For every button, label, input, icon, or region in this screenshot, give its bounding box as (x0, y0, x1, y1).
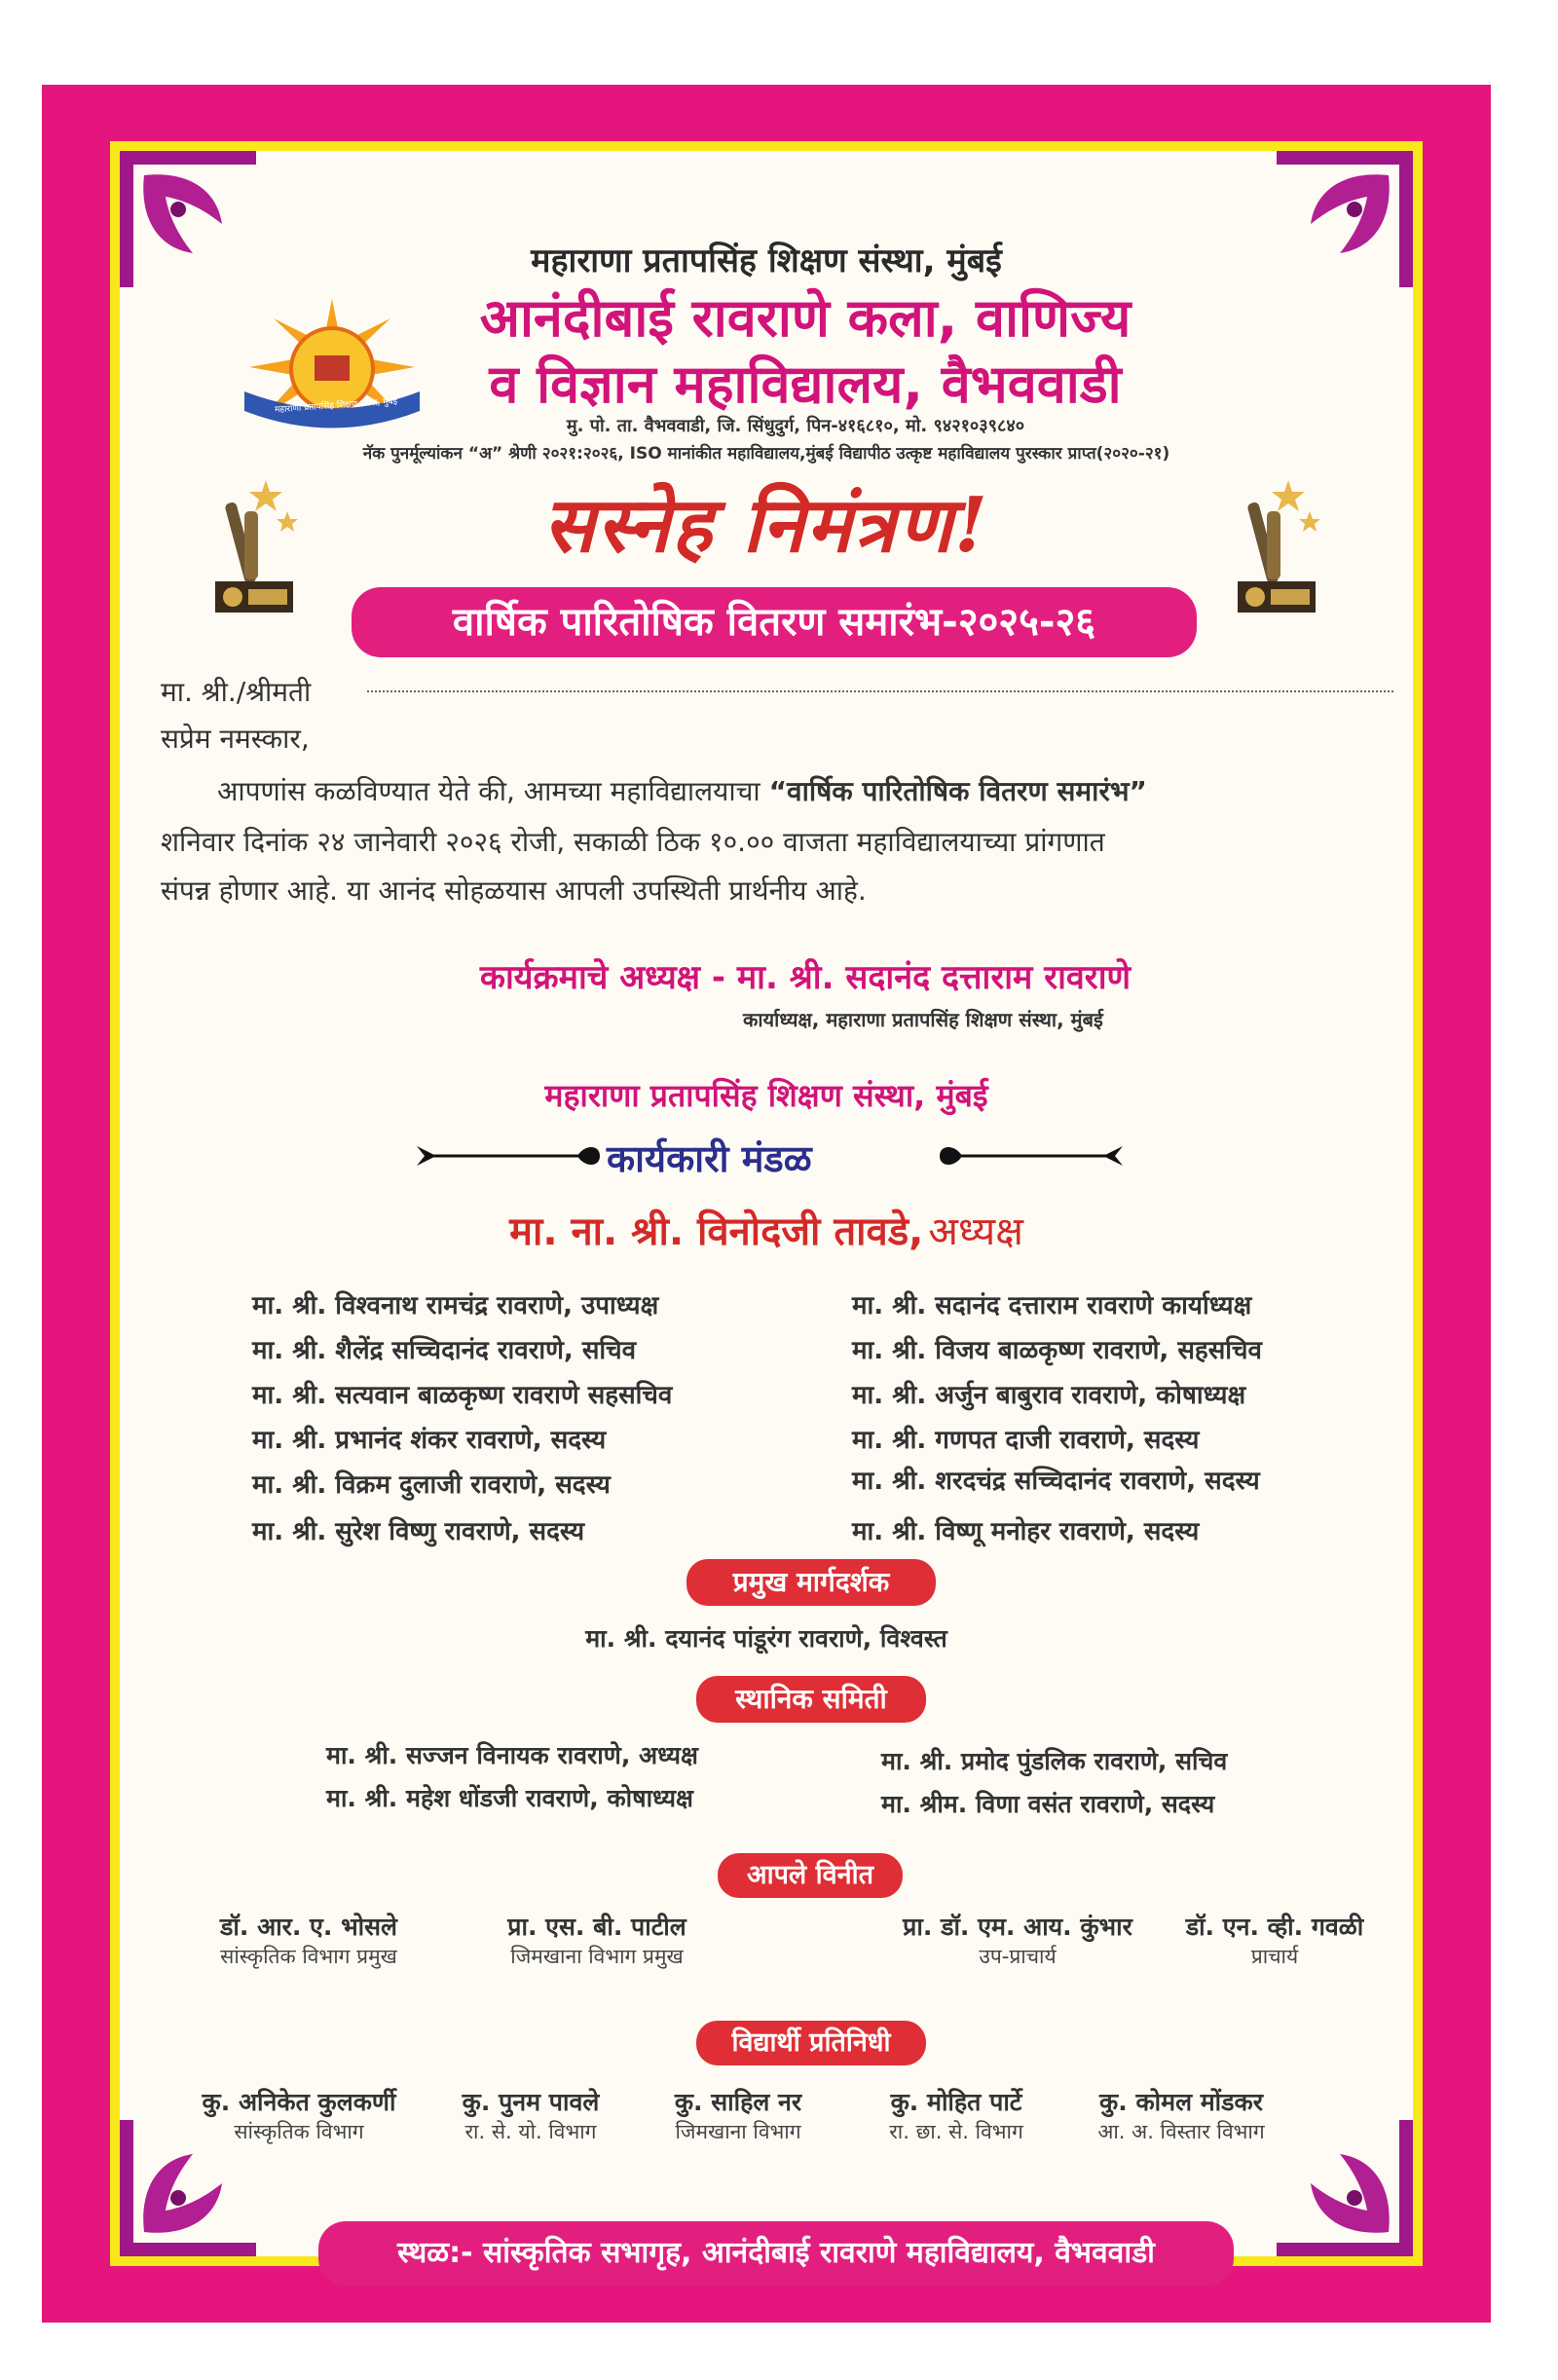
greeting: सप्रेम नमस्कार, (161, 723, 310, 755)
executive-member-left-6: मा. श्री. सुरेश विष्णु रावराणे, सदस्य (252, 1517, 585, 1546)
signatory-name: प्रा. डॉ. एम. आय. कुंभार (903, 1913, 1132, 1941)
signatory-4 (1148, 1910, 1401, 1970)
signatory-role: सांस्कृतिक विभाग प्रमुख (220, 1945, 397, 1968)
local-committee-heading: स्थानिक समिती (696, 1676, 926, 1723)
student-name: कु. पुनम पावले (462, 2088, 600, 2116)
student-department: रा. से. यो. विभाग (464, 2120, 597, 2143)
president-role: अध्यक्ष (928, 1209, 1023, 1254)
event-banner: वार्षिक पारितोषिक वितरण समारंभ-२०२५-२६ (352, 587, 1197, 657)
executive-member-right-1: मा. श्री. सदानंद दत्ताराम रावराणे कार्याध्यक्ष (852, 1291, 1252, 1320)
president-name: मा. ना. श्री. विनोदजी तावडे, (509, 1209, 924, 1254)
right-arrow-divider-icon (938, 1136, 1123, 1175)
executive-member-right-5: मा. श्री. शरदचंद्र सच्चिदानंद रावराणे, सदस्य (852, 1467, 1260, 1496)
executive-member-left-1: मा. श्री. विश्वनाथ रामचंद्र रावराणे, उपाध्यक्ष (252, 1291, 659, 1320)
guide-heading: प्रमुख मार्गदर्शक (686, 1559, 936, 1606)
student-name: कु. अनिकेत कुलकर्णी (202, 2088, 396, 2116)
signatory-name: डॉ. एन. व्ही. गवळी (1185, 1913, 1364, 1941)
body-line-1 (217, 772, 1147, 809)
signatory-name: डॉ. आर. ए. भोसले (220, 1913, 397, 1941)
student-department: आ. अ. विस्तार विभाग (1097, 2120, 1265, 2143)
invitation-script-title: सस्नेह निमंत्रण! (542, 481, 990, 570)
body-line-1-text: आपणांस कळविण्यात येते की, आमच्या महाविद्यालयाचा (217, 775, 769, 807)
yellow-border (110, 141, 1423, 2270)
student-name: कु. मोहित पार्टे (890, 2088, 1022, 2116)
accreditation-line: नॅक पुनर्मूल्यांकन “अ” श्रेणी २०२१:२०२६, ISO मानांकीत महाविद्यालय,मुंबई विद्यापीठ उत्कृष्ट महाविद्यालय पुरस्कार प्राप्त(२०२०-२१) (362, 444, 1170, 464)
student-rep-2 (424, 2085, 638, 2145)
students-heading: विद्यार्थी प्रतिनिधी (696, 2021, 926, 2065)
yours-heading: आपले विनीत (718, 1853, 903, 1898)
executive-member-left-3: मा. श्री. सत्यवान बाळकृष्ण रावराणे सहसचिव (252, 1381, 673, 1410)
signatory-name: प्रा. एस. बी. पाटील (507, 1913, 686, 1941)
outer-magenta-border (42, 85, 1491, 2323)
signatory-role: उप-प्राचार्य (979, 1945, 1057, 1968)
student-rep-3 (636, 2085, 840, 2145)
executive-heading: कार्यकारी मंडळ (607, 1137, 812, 1180)
executive-member-left-4: मा. श्री. प्रभानंद शंकर रावराणे, सदस्य (252, 1426, 607, 1455)
executive-member-left-5: मा. श्री. विक्रम दुलाजी रावराणे, सदस्य (252, 1470, 611, 1500)
signatory-1 (163, 1910, 455, 1970)
salutation: मा. श्री./श्रीमती (161, 676, 312, 708)
executive-president (120, 1203, 1413, 1256)
student-name: कु. साहिल नर (674, 2088, 802, 2116)
event-name-quote: “वार्षिक पारितोषिक वितरण समारंभ” (768, 775, 1147, 807)
student-rep-4 (844, 2085, 1068, 2145)
executive-member-right-2: मा. श्री. विजय बाळकृष्ण रावराणे, सहसचिव (852, 1336, 1263, 1365)
student-rep-5 (1055, 2085, 1308, 2145)
student-department: जिमखाना विभाग (675, 2120, 801, 2143)
chairman-designation: कार्याध्यक्ष, महाराणा प्रतापसिंह शिक्षण संस्था, मुंबई (743, 1008, 1103, 1031)
executive-member-right-6: मा. श्री. विष्णू मनोहर रावराणे, सदस्य (852, 1517, 1200, 1546)
executive-member-left-2: मा. श्री. शैलेंद्र सच्चिदानंद रावराणे, सचिव (252, 1336, 637, 1365)
logo-text: महाराणा प्रतापसिंह शिक्षण संस्था, मुंबई (274, 396, 398, 416)
student-rep-1 (172, 2085, 426, 2145)
signatory-role: प्राचार्य (1250, 1945, 1299, 1968)
trust-name: महाराणा प्रतापसिंह शिक्षण संस्था, मुंबई (531, 242, 1002, 280)
college-name-line1: आनंदीबाई रावराणे कला, वाणिज्य (479, 287, 1131, 349)
body-line-3: संपन्न होणार आहे. या आनंद सोहळयास आपली उपस्थिती प्रार्थनीय आहे. (161, 874, 867, 907)
college-name-line2: व विज्ञान महाविद्यालय, वैभववाडी (489, 353, 1122, 415)
local-committee-left-2: मा. श्री. महेश धोंडजी रावराणे, कोषाध्यक्ष (326, 1784, 693, 1812)
signatory-role: जिमखाना विभाग प्रमुख (510, 1945, 684, 1968)
student-department: सांस्कृतिक विभाग (234, 2120, 364, 2143)
student-department: रा. छा. से. विभाग (889, 2120, 1023, 2143)
executive-trust-name: महाराणा प्रतापसिंह शिक्षण संस्था, मुंबई (544, 1077, 988, 1114)
recipient-name-line (367, 688, 1393, 692)
local-committee-left-1: मा. श्री. सज्जन विनायक रावराणे, अध्यक्ष (326, 1741, 698, 1769)
venue-banner: स्थळ:- सांस्कृतिक सभागृह, आनंदीबाई रावराणे महाविद्यालय, वैभववाडी (318, 2221, 1234, 2286)
local-committee-right-2: मा. श्रीम. विणा वसंत रावराणे, सदस्य (881, 1790, 1215, 1818)
executive-member-right-4: मा. श्री. गणपत दाजी रावराणे, सदस्य (852, 1426, 1200, 1455)
invitation-card (120, 151, 1413, 2270)
executive-member-right-3: मा. श्री. अर्जुन बाबुराव रावराणे, कोषाध्यक्ष (852, 1381, 1246, 1410)
signatory-3 (872, 1910, 1164, 1970)
guide-name: मा. श्री. दयानंद पांडूरंग रावराणे, विश्वस्त (585, 1624, 947, 1653)
local-committee-right-1: मा. श्री. प्रमोद पुंडलिक रावराणे, सचिव (881, 1747, 1228, 1775)
college-address: मु. पो. ता. वैभववाडी, जि. सिंधुदुर्ग, पिन-४१६८१०, मो. ९४२१०३९८४० (566, 416, 1025, 436)
student-name: कु. कोमल मोंडकर (1099, 2088, 1263, 2116)
program-chairman: कार्यक्रमाचे अध्यक्ष - मा. श्री. सदानंद दत्ताराम रावराणे (479, 958, 1131, 997)
left-arrow-divider-icon (417, 1136, 602, 1175)
signatory-2 (451, 1910, 743, 1970)
body-line-2: शनिवार दिनांक २४ जानेवारी २०२६ रोजी, सकाळी ठिक १०.०० वाजता महाविद्यालयाच्या प्रांगणात (161, 826, 1105, 858)
